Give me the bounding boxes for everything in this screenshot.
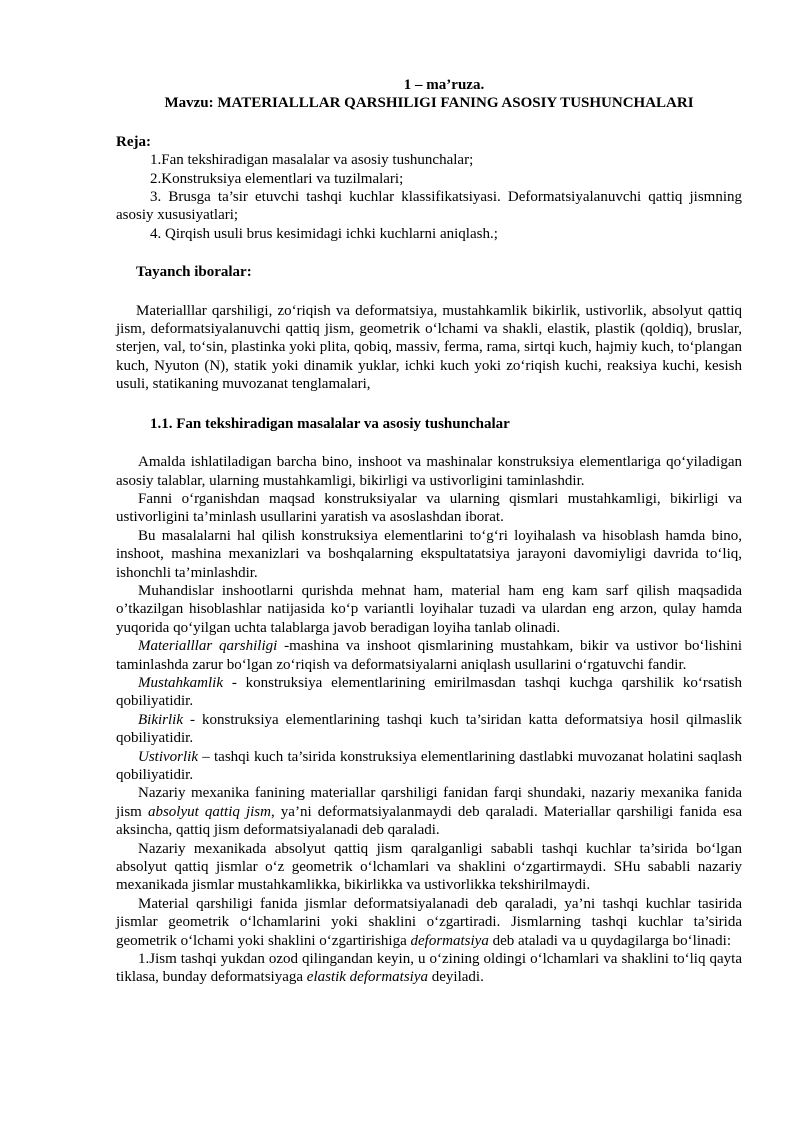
- paragraph-text: 1.Jism tashqi yukdan ozod qilingandan keyin, u o‘zining oldingi o‘lchamlari va shaklini to‘liq qayta tiklasa, bunday deformatsiyaga: [116, 951, 742, 986]
- defined-term: Ustivorlik: [138, 748, 198, 765]
- definition-paragraph: [116, 637, 742, 674]
- section-heading: 1.1. Fan tekshiradigan masalalar va asosiy tushunchalar: [150, 415, 510, 432]
- document-body: [116, 76, 742, 987]
- paragraph: [116, 895, 742, 950]
- plan-item: 3. Brusga ta’sir etuvchi tashqi kuchlar klassifikatsiyasi. Deformatsiyalanuvchi qattiq jismning asosiy xususiyatlari;: [116, 189, 742, 224]
- definition-paragraph: [116, 674, 742, 711]
- paragraph: Bu masalalarni hal qilish konstruksiya elementlarini to‘g‘ri loyihalash va hisoblash hamda bino, inshoot, mashina mexanizlari va boshqalarning ekspultatatsiya jarayoni davomiyligi davrida to‘liq, ishonchli ta’minlashdir.: [116, 527, 742, 581]
- definition-paragraph: [116, 711, 742, 748]
- lecture-topic: Mavzu: MATERIALLLAR QARSHILIGI FANING ASOSIY TUSHUNCHALARI: [164, 95, 694, 112]
- paragraph: Nazariy mexanikada absolyut qattiq jism qaralganligi sababli tashqi kuchlar ta’sirida bo‘lgan absolyut qattiq jismlar o‘z geometrik o‘lchamlari va shaklini o‘zgartirmaydi. SHu sababli nazariy mexanikada jismlar mustahkamlikka, bikirlikka va ustivorlikka tekshirilmaydi.: [116, 840, 742, 894]
- defined-term: absolyut qattiq jism: [147, 803, 271, 820]
- definition-paragraph: [116, 748, 742, 785]
- paragraph-text: Nazariy mexanika fanining materiallar qarshiligi fanidan farqi shundaki, nazariy mexanika fanida jism: [116, 785, 742, 820]
- defined-term: deformatsiya: [410, 932, 489, 949]
- plan-heading: Reja:: [116, 133, 151, 150]
- paragraph-text: Material qarshiligi fanida jismlar deformatsiyalanadi deb qaraladi, ya’ni tashqi kuchlar tasirida jismlar geometrik o‘lchamlarini yoki shaklini o‘zgartiradi. Jismlarning tashqi kuchlar ta’sirida geometrik o‘lchami yoki shaklini o‘zgartirishiga: [116, 895, 742, 949]
- paragraph-text: , ya’ni deformatsiyalanmaydi deb qaraladi. Materiallar qarshiligi fanida esa aksincha, qattiq jism deformatsiyalanadi deb qaraladi.: [116, 803, 743, 839]
- paragraph: Muhandislar inshootlarni qurishda mehnat ham, material ham eng kam sarf qilish maqsadida o’tkazilgan hisoblashlar natijasida ko‘p variantli loyihalar tuzadi va ulardan eng arzon, qulay hamda yuqorida qo‘yilgan uchta talablarga javob beradigan loyiha tanlab olinadi.: [116, 582, 742, 636]
- definition-text: – tashqi kuch ta’sirida konstruksiya elementlarining dastlabki muvozanat holatini saqlash qobiliyatidir.: [116, 748, 742, 783]
- plan-item: 1.Fan tekshiradigan masalalar va asosiy tushunchalar;: [150, 152, 474, 169]
- paragraph-text: deyiladi.: [428, 969, 484, 986]
- keywords-heading: Tayanch iboralar:: [136, 264, 252, 281]
- defined-term: Materialllar qarshiligi: [138, 638, 278, 655]
- paragraph-text: deb ataladi va u quydagilarga bo‘linadi:: [488, 932, 731, 949]
- plan-item: 4. Qirqish usuli brus kesimidagi ichki kuchlarni aniqlash.;: [150, 225, 498, 242]
- defined-term: elastik deformatsiya: [306, 969, 429, 986]
- definition-text: -mashina va inshoot qismlarining mustahkam, bikir va ustivor bo‘lishini taminlashda zarur bo‘lgan zo‘riqish va deformatsiyalarni aniqlash usullarini o‘rgatuvchi fandir.: [116, 638, 742, 673]
- paragraph: [116, 784, 742, 839]
- defined-term: Bikirlik: [138, 711, 183, 728]
- definition-text: - konstruksiya elementlarining emirilmasdan tashqi kuchga qarshilik ko‘rsatish qobiliyatidir.: [116, 674, 742, 710]
- plan-item: 2.Konstruksiya elementlari va tuzilmalari;: [150, 170, 404, 187]
- lecture-number: 1 – ma’ruza.: [403, 77, 485, 93]
- definition-text: - konstruksiya elementlarining tashqi kuch ta’siridan katta deformatsiya hosil qilmaslik qobiliyatidir.: [116, 711, 742, 747]
- keywords-text: Materialllar qarshiligi, zo‘riqish va deformatsiya, mustahkamlik bikirlik, ustivorlik, absolyut qattiq jism, deformatsiyalanuvchi qattiq jism, geometrik o‘lchami va shakli, elastik, plastik (qoldiq), bruslar, sterjen, val, to‘sin, plastinka yoki plita, qobiq, massiv, ferma, rama, sirtqi kuch, hajmiy kuch, to‘plangan kuch, Nyuton (N), statik yoki dinamik yuklar, ichki kuch yoki zo‘riqish kuchi, reaksiya kuchi, kesish usuli, statikaning muvozanat tenglamalari,: [116, 302, 742, 393]
- paragraph: Amalda ishlatiladigan barcha bino, inshoot va mashinalar konstruksiya elementlariga qo‘yiladigan asosiy talablar, ularning mustahkamligi, bikirligi va ustivorligini taminlashdir.: [116, 454, 742, 489]
- paragraph: [116, 950, 742, 987]
- paragraph: Fanni o‘rganishdan maqsad konstruksiyalar va ularning qismlari mustahkamligi, bikirligi va ustivorligini ta’minlash usullarini yaratish va asoslashdan iborat.: [116, 490, 742, 526]
- defined-term: Mustahkamlik: [138, 674, 223, 691]
